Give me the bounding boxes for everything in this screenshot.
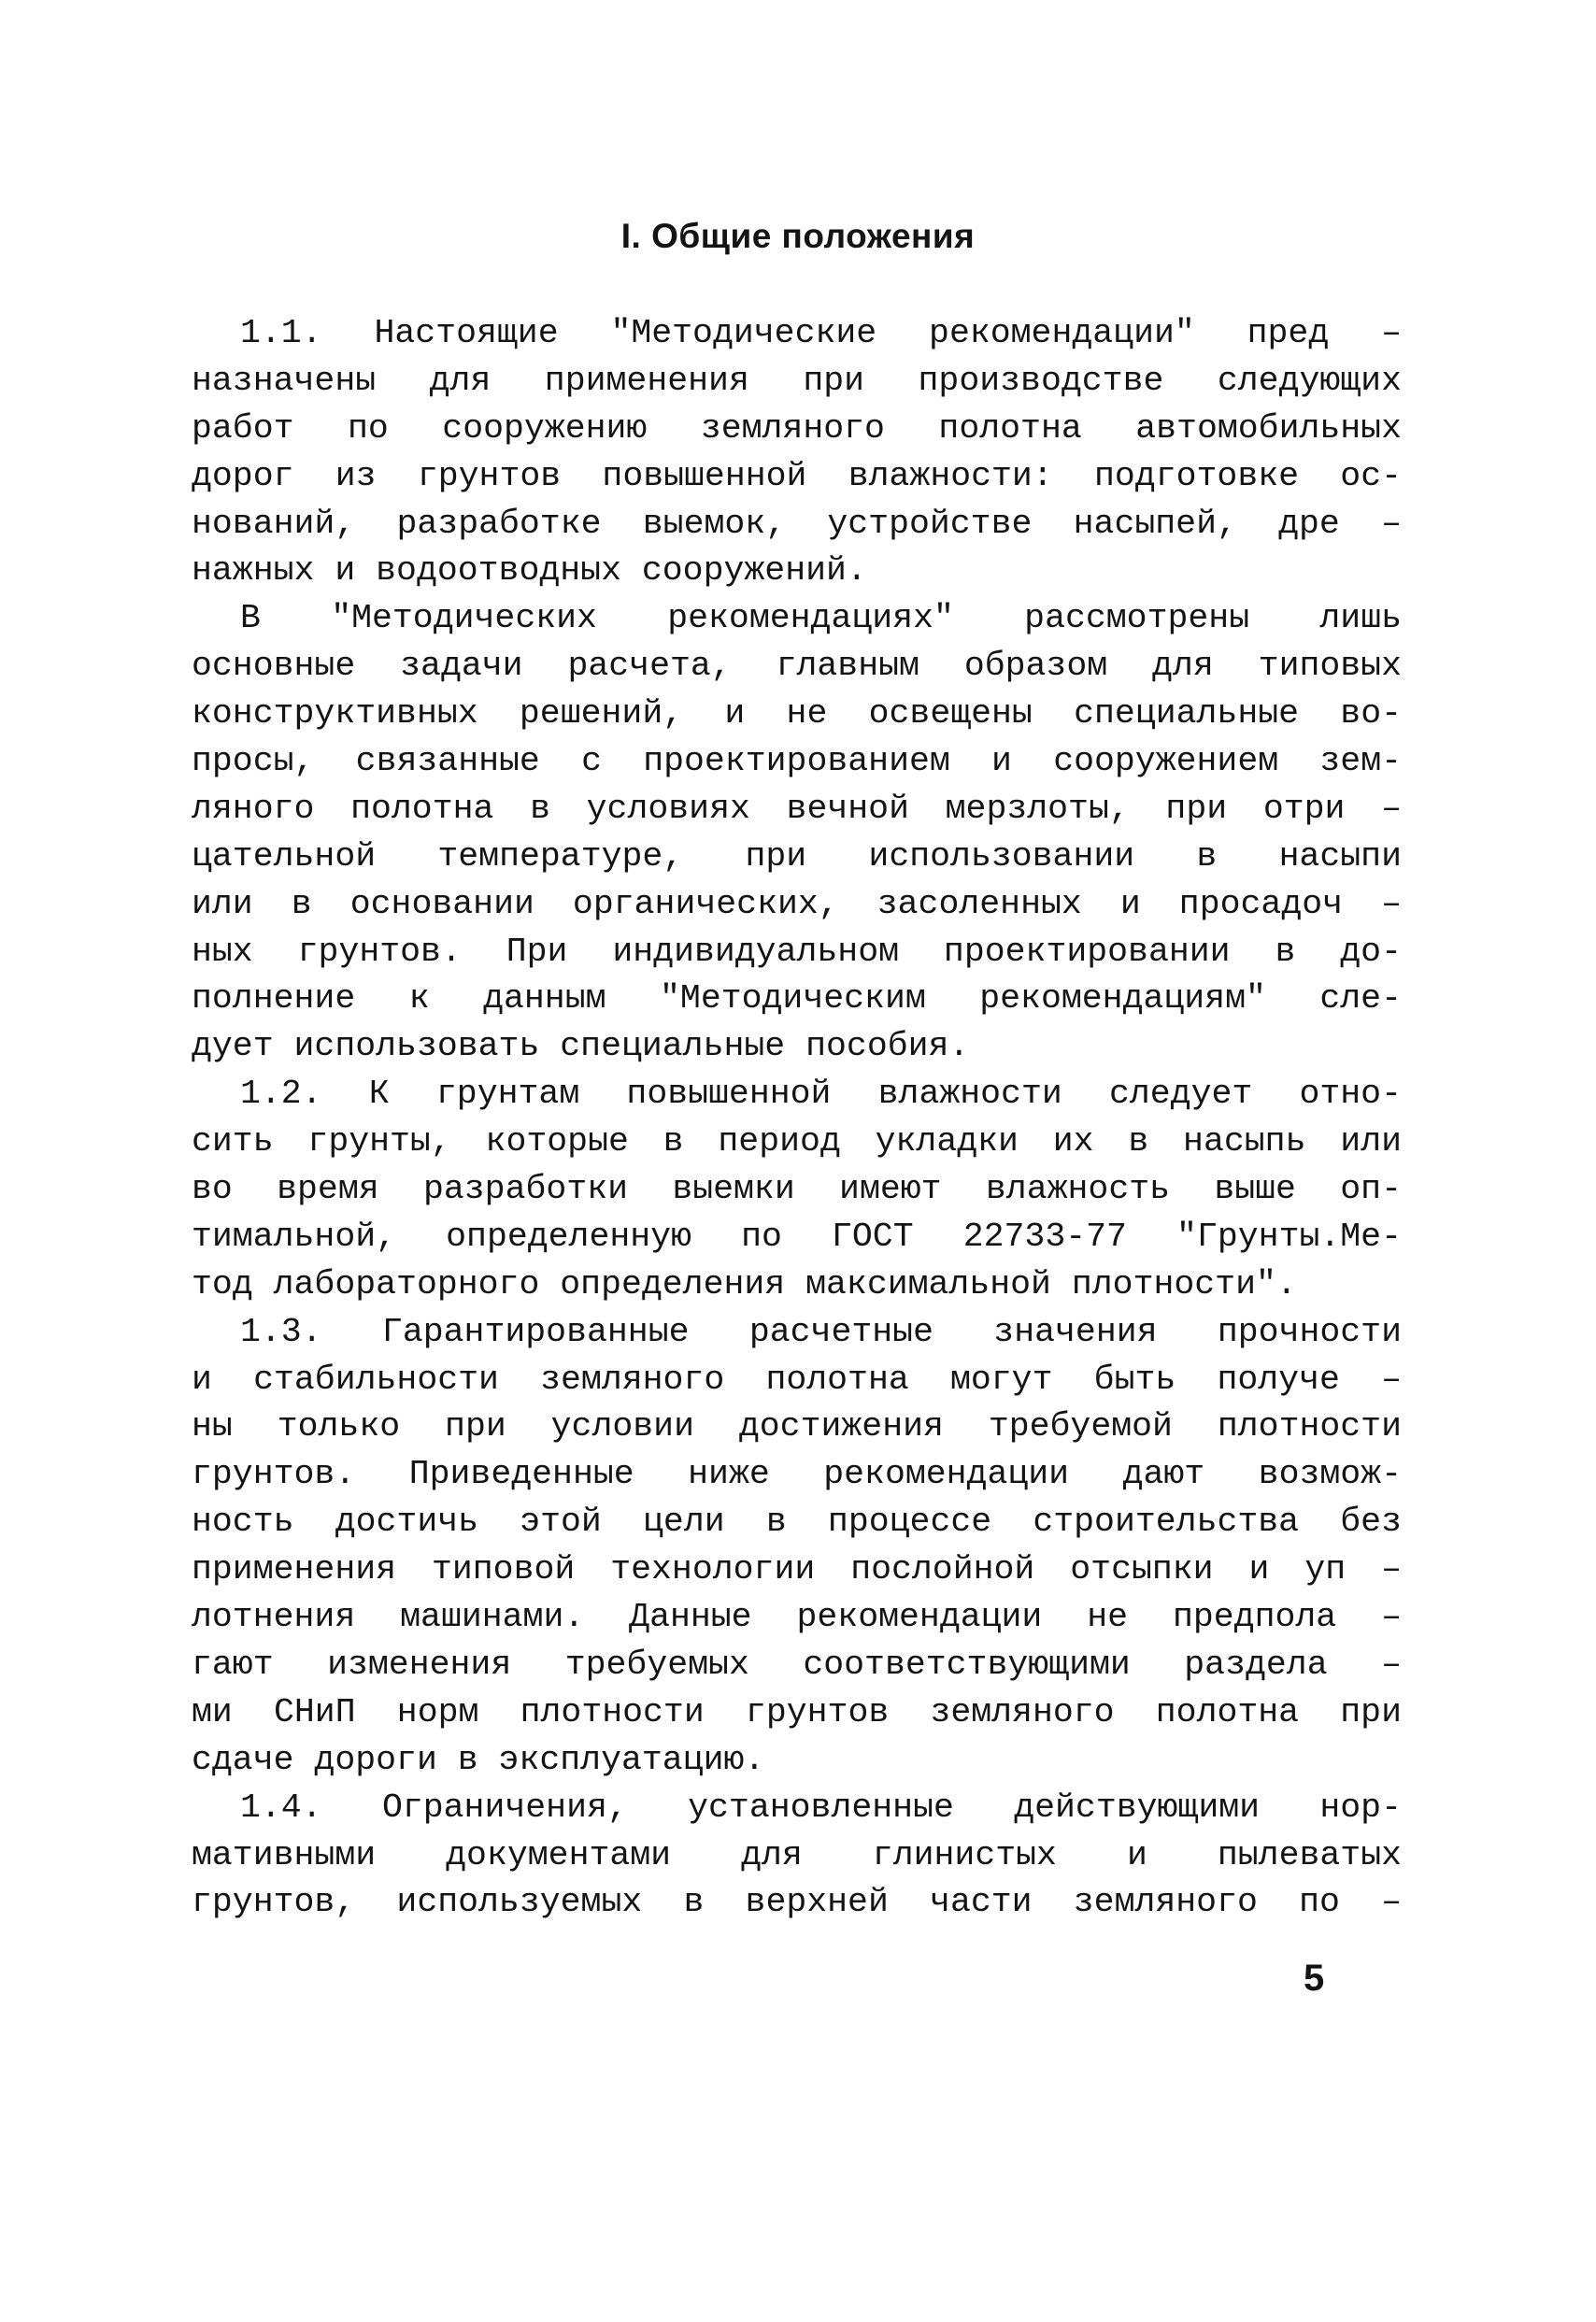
text-line: ми СНиП норм плотности грунтов земляного полотна при bbox=[192, 1692, 1402, 1731]
text-line: дорог из грунтов повышенной влажности: подготовке ос- bbox=[192, 456, 1402, 495]
paragraph-1-4 bbox=[192, 1785, 1402, 1928]
paragraph-scope bbox=[192, 595, 1402, 1071]
text-line: дует использовать специальные пособия. bbox=[192, 1027, 970, 1066]
text-line: 1.2. К грунтам повышенной влажности следует отно- bbox=[240, 1075, 1402, 1114]
text-line: назначены для применения при производстве следующих bbox=[192, 361, 1402, 400]
text-line: мативными документами для глинистых и пылеватых bbox=[192, 1835, 1402, 1874]
text-line: нажных и водоотводных сооружений. bbox=[192, 551, 867, 591]
text-line: сдаче дороги в эксплуатацию. bbox=[192, 1740, 765, 1779]
text-line: грунтов. Приведенные ниже рекомендации дают возмож- bbox=[192, 1455, 1402, 1494]
text-line: основные задачи расчета, главным образом для типовых bbox=[192, 647, 1402, 686]
text-line: ность достичь этой цели в процессе строительства без bbox=[192, 1503, 1402, 1542]
text-line: грунтов, используемых в верхней части земляного по – bbox=[192, 1883, 1402, 1922]
section-title: І. Общие положения bbox=[620, 217, 976, 255]
text-line: 1.4. Ограничения, установленные действующими нор- bbox=[240, 1788, 1402, 1827]
text-line: нований, разработке выемок, устройстве насыпей, дре – bbox=[192, 504, 1402, 543]
text-line: цательной температуре, при использовании в насыпи bbox=[192, 836, 1402, 876]
paragraph-1-3 bbox=[192, 1309, 1402, 1785]
text-line: тимальной, определенную по ГОСТ 22733-77 "Грунты.Ме- bbox=[192, 1217, 1402, 1256]
text-line: применения типовой технологии послойной отсыпки и уп – bbox=[192, 1550, 1402, 1589]
text-line: сить грунты, которые в период укладки их в насыпь или bbox=[192, 1122, 1402, 1161]
text-line: конструктивных решений, и не освещены специальные во- bbox=[192, 694, 1402, 734]
text-line: гают изменения требуемых соответствующими раздела – bbox=[192, 1645, 1402, 1684]
text-line: и стабильности земляного полотна могут быть получе – bbox=[192, 1360, 1402, 1399]
text-line: во время разработки выемки имеют влажность выше оп- bbox=[192, 1170, 1402, 1209]
text-line: просы, связанные с проектированием и сооружением зем- bbox=[192, 742, 1402, 781]
text-line: лотнения машинами. Данные рекомендации не предпола – bbox=[192, 1598, 1402, 1637]
text-line: ны только при условии достижения требуемой плотности bbox=[192, 1407, 1402, 1446]
paragraph-1-2 bbox=[192, 1071, 1402, 1308]
body-text bbox=[192, 310, 1402, 1927]
text-line: 1.3. Гарантированные расчетные значения прочности bbox=[240, 1312, 1402, 1351]
text-line: ных грунтов. При индивидуальном проектировании в до- bbox=[192, 932, 1402, 971]
text-line: работ по сооружению земляного полотна автомобильных bbox=[192, 408, 1402, 448]
page-number: 5 bbox=[1304, 1958, 1325, 1999]
text-line: тод лабораторного определения максимальной плотности". bbox=[192, 1264, 1297, 1303]
text-line: В "Методических рекомендациях" рассмотрены лишь bbox=[240, 599, 1402, 638]
text-line: или в основании органических, засоленных и просадоч – bbox=[192, 884, 1402, 923]
paragraph-1-1 bbox=[192, 310, 1402, 595]
text-line: 1.1. Настоящие "Методические рекомендации" пред – bbox=[240, 314, 1402, 352]
text-line: ляного полотна в условиях вечной мерзлоты, при отри – bbox=[192, 789, 1402, 828]
text-line: полнение к данным "Методическим рекомендациям" сле- bbox=[192, 979, 1402, 1019]
